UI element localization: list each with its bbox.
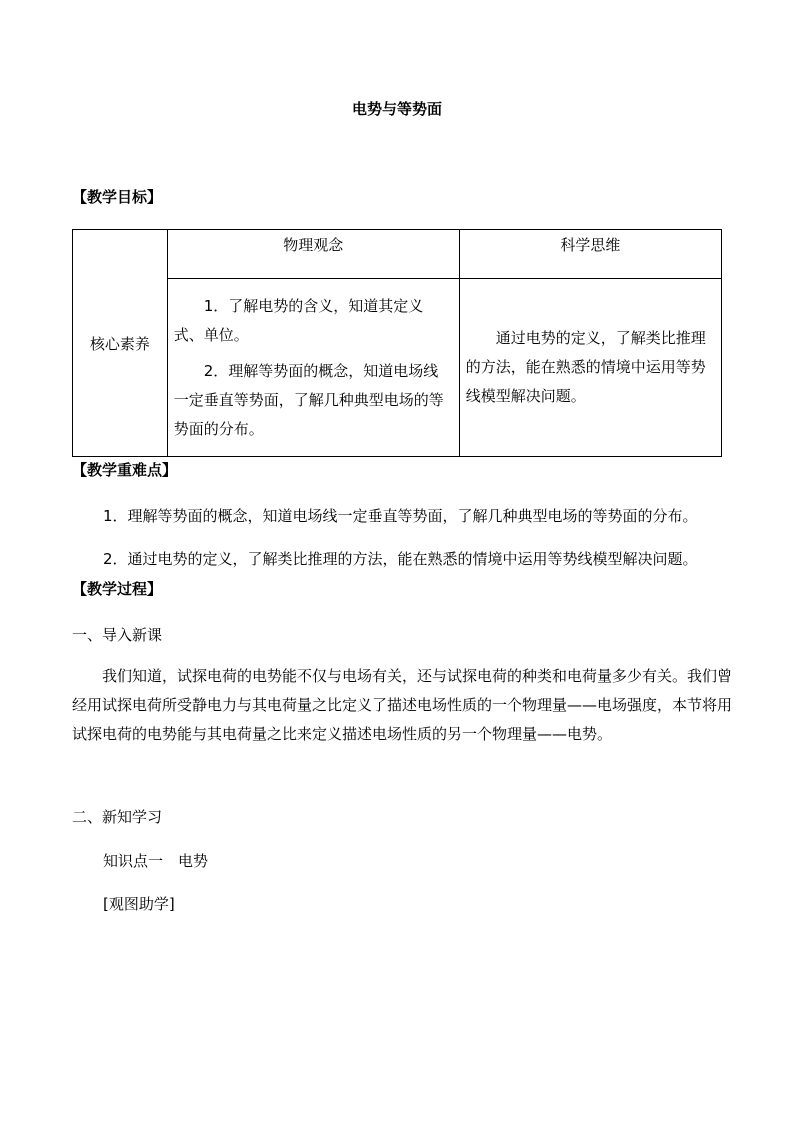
key-heading: 【教学重难点】: [72, 461, 178, 479]
goals-col2-header: 科学思维: [459, 230, 721, 279]
goals-col2-cell: [459, 279, 721, 457]
page-title: 电势与等势面: [351, 100, 442, 118]
goals-col1-cell: [167, 279, 459, 457]
part2-title: 二、新知学习: [72, 808, 163, 826]
goals-row-label: 核心素养: [73, 230, 168, 457]
observe-label: [观图助学]: [103, 895, 175, 913]
process-heading: 【教学过程】: [72, 580, 163, 598]
goals-col1-item: 1．了解电势的含义，知道其定义式、单位。: [173, 296, 424, 344]
goals-table: [72, 229, 722, 457]
goals-heading: 【教学目标】: [72, 188, 163, 206]
goals-col2-text: 通过电势的定义，了解类比推理的方法，能在熟悉的情境中运用等势线模型解决问题。: [465, 329, 706, 405]
key-point-item: 2．通过电势的定义，了解类比推理的方法，能在熟悉的情境中运用等势线模型解决问题。: [103, 550, 698, 568]
part1-title: 一、导入新课: [72, 626, 163, 644]
knowledge-point-title: 知识点一 电势: [103, 852, 209, 870]
key-point-item: 1．理解等势面的概念，知道电场线一定垂直等势面，了解几种典型电场的等势面的分布。: [103, 507, 698, 525]
part1-paragraph: 我们知道，试探电荷的电势能不仅与电场有关，还与试探电荷的种类和电荷量多少有关。我们曾经用试探电荷所受静电力与其电荷量之比定义了描述电场性质的一个物理量——电场强度，本节将用试探电荷的电势能与其电荷量之比来定义描述电场性质的另一个物理量——电势。: [72, 667, 733, 743]
goals-col1-header: 物理观念: [167, 230, 459, 279]
goals-col1-item: 2．理解等势面的概念，知道电场线一定垂直等势面，了解几种典型电场的等势面的分布。: [173, 361, 444, 438]
